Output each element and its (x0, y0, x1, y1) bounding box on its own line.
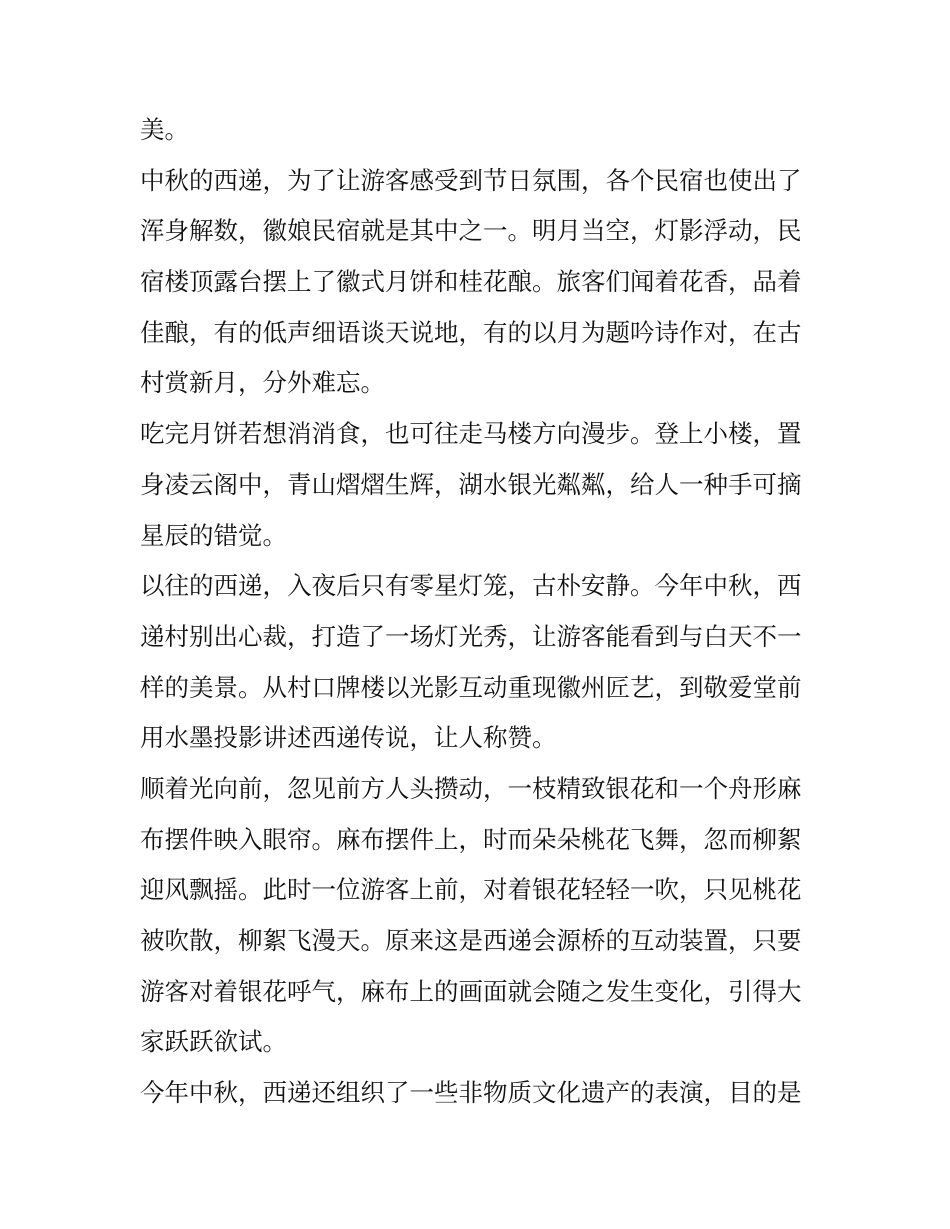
text-line: 星辰的错觉。 (140, 520, 287, 550)
text-line: 被吹散，柳絮飞漫天。原来这是西递会源桥的互动装置，只要 (140, 926, 802, 955)
text-line: 美。 (140, 115, 189, 144)
text-line: 宿楼顶露台摆上了徽式月饼和桂花酿。旅客们闻着花香，品着 (140, 267, 802, 297)
text-line: 家跃跃欲试。 (140, 1027, 287, 1057)
text-line: 以往的西递，入夜后只有零星灯笼，古朴安静。今年中秋，西 (140, 571, 802, 601)
text-line: 今年中秋，西递还组织了一些非物质文化遗产的表演，目的是 (140, 1078, 802, 1108)
text-line: 游客对着银花呼气，麻布上的画面就会随之发生变化，引得大 (140, 976, 802, 1006)
text-line: 佳酿，有的低声细语谈天说地，有的以月为题吟诗作对，在古 (140, 317, 802, 347)
text-line: 用水墨投影讲述西递传说，让人称赞。 (140, 723, 557, 753)
text-line: 吃完月饼若想消消食，也可往走马楼方向漫步。登上小楼，置 (140, 419, 802, 449)
article-body (140, 105, 814, 1119)
text-line: 顺着光向前，忽见前方人头攒动，一枝精致银花和一个舟形麻 (140, 773, 802, 803)
text-line: 迎风飘摇。此时一位游客上前，对着银花轻轻一吹，只见桃花 (140, 875, 802, 905)
text-line: 浑身解数，徽娘民宿就是其中之一。明月当空，灯影浮动，民 (140, 216, 802, 246)
text-line: 中秋的西递，为了让游客感受到节日氛围，各个民宿也使出了 (140, 165, 802, 195)
text-line: 递村别出心裁，打造了一场灯光秀，让游客能看到与白天不一 (140, 621, 802, 651)
text-line: 布摆件映入眼帘。麻布摆件上，时而朵朵桃花飞舞，忽而柳絮 (140, 824, 802, 854)
text-line: 身凌云阁中，青山熠熠生辉，湖水银光粼粼，给人一种手可摘 (140, 469, 802, 499)
text-line: 样的美景。从村口牌楼以光影互动重现徽州匠艺，到敬爱堂前 (140, 672, 802, 702)
text-line: 村赏新月，分外难忘。 (140, 368, 385, 398)
